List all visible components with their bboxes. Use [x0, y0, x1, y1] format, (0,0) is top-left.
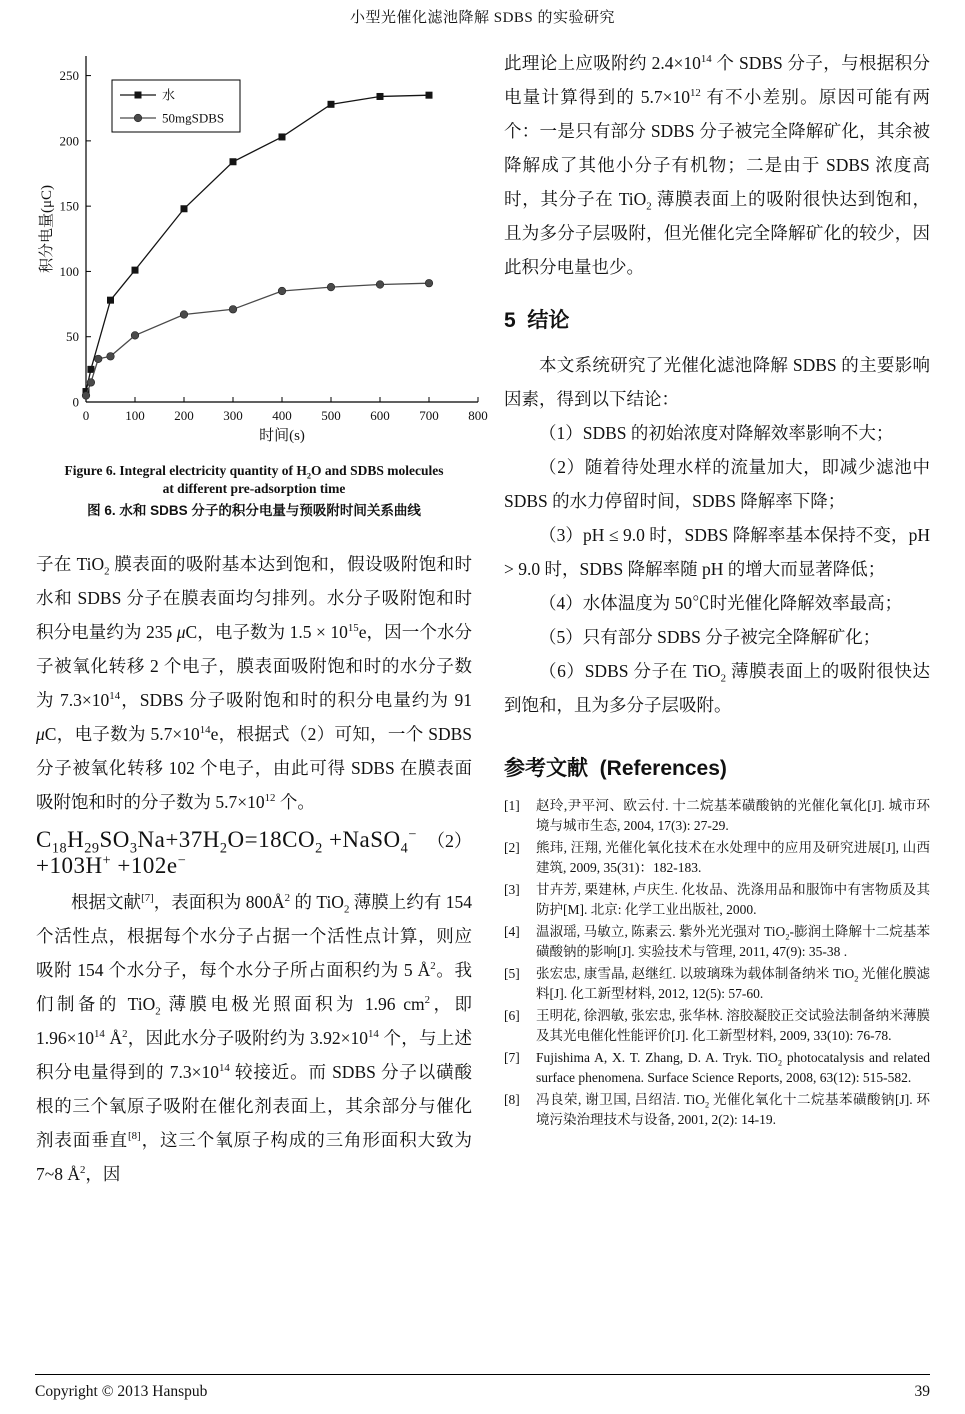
reference-item-3: [504, 880, 930, 919]
reference-number: [3]: [504, 882, 520, 897]
section-5-heading: 5 结论: [504, 309, 570, 332]
paragraph-adsorption-saturation: 子在 TiO$_2$ 膜表面的吸附基本达到饱和，假设吸附饱和时水和 SDBS 分子在膜表面均匀排列。水分子吸附饱和时积分电量约为 235 μC，电子数为 $1.5 \times 10^{15}e$，因一个水分子被氧化转移 2 个电子，膜表面吸附饱和时的水分子数为 $7.3\times 10^{14}$，SDBS 分子吸附饱和时的积分电量约为 91 μC，电子数为 $5.7\times 10^{14}e$，根据式（2）可知，一个 SDBS 分子被氧化转移 102 个电子，由此可得 SDBS 在膜表面吸附饱和时的分子数为 $5.7\times 10^{12}$ 个。: [36, 554, 473, 812]
equation-formula: $C_{18}H_{29}SO_3Na+37H_2O=18CO_2$ +NaSO$_4$− +103H+ +102e−: [36, 826, 417, 878]
svg-text:300: 300: [223, 408, 243, 423]
conclusion-item-5: （5）只有部分 SDBS 分子被完全降解矿化；: [539, 627, 881, 647]
svg-text:800: 800: [468, 408, 488, 423]
reference-item-1: [504, 796, 930, 835]
conclusion-item-6: （6）SDBS 分子在 TiO$_2$ 薄膜表面上的吸附很快达到饱和，且为多分子层吸附。: [504, 661, 931, 715]
reference-text: 温淑瑶, 马敏立, 陈素云. 紫外光光强对 TiO$_2$-膨润土降解十二烷基苯磺酸钠的影响[J]. 实验技术与管理, 2011, 47(9): 35-38 .: [536, 924, 930, 959]
svg-text:500: 500: [321, 408, 341, 423]
reference-item-8: [504, 1090, 930, 1129]
figure6-line-chart: [36, 50, 488, 452]
svg-text:700: 700: [419, 408, 439, 423]
reference-number: [7]: [504, 1050, 520, 1065]
reference-text: 熊玮, 汪翔, 光催化氧化技术在水处理中的应用及研究进展[J], 山西建筑, 2009, 35(31)：182-183.: [536, 840, 930, 875]
svg-text:水: 水: [162, 87, 176, 103]
reference-number: [1]: [504, 798, 520, 813]
svg-text:600: 600: [370, 408, 390, 423]
reference-item-2: [504, 838, 930, 877]
conclusion-item-1: （1）SDBS 的初始浓度对降解效率影响不大；: [539, 423, 894, 443]
reference-number: [2]: [504, 840, 520, 855]
svg-text:50mgSDBS: 50mgSDBS: [162, 110, 225, 126]
svg-text:0: 0: [72, 394, 79, 410]
svg-text:250: 250: [59, 68, 79, 84]
reference-text: 赵玲,尹平河、欧云付. 十二烷基苯磺酸钠的光催化氧化[J]. 城市环境与城市生态, 2004, 17(3): 27-29.: [536, 798, 930, 833]
figure-6: [36, 50, 488, 521]
svg-text:积分电量(μC): 积分电量(μC): [39, 184, 55, 274]
conclusion-item-4: （4）水体温度为 50℃时光催化降解效率最高；: [539, 593, 903, 613]
references-heading: 参考文献 (References): [504, 757, 727, 780]
reference-number: [8]: [504, 1092, 520, 1107]
figure-caption: [36, 462, 472, 521]
svg-text:100: 100: [59, 263, 79, 279]
footer-copyright: Copyright © 2013 Hanspub: [35, 1383, 208, 1400]
reference-item-6: [504, 1006, 930, 1045]
svg-text:400: 400: [272, 408, 292, 423]
figure-caption-en-line1: Figure 6. Integral electricity quantity of $H_2O$ and SDBS molecules: [64, 463, 444, 481]
reference-item-7: [504, 1048, 930, 1087]
reference-number: [5]: [504, 966, 520, 981]
svg-text:0: 0: [82, 408, 90, 423]
footer-page-number: 39: [914, 1383, 930, 1400]
figure-caption-zh: 图 6. 水和 SDBS 分子的积分电量与预吸附时间关系曲线: [87, 503, 421, 518]
right-column: [504, 46, 930, 1132]
reference-text: 甘卉芳, 栗建林, 卢庆生. 化妆品、洗涤用品和服饰中有害物质及其防护[M]. 北京: 化学工业出版社, 2000.: [536, 882, 930, 917]
reference-list: [504, 796, 930, 1129]
paragraph-theory-comparison: 此理论上应吸附约 $2.4\times 10^{14}$ 个 SDBS 分子，与根据积分电量计算得到的 $5.7\times 10^{12}$ 有不小差别。原因可能有两个：一是只有部分 SDBS 分子被完全降解矿化，其余被降解成了其他小分子有机物；二是由于 SDBS 浓度高时，其分子在 TiO$_2$ 薄膜表面上的吸附很快达到饱和，且为多分子层吸附，但光催化完全降解矿化的较少，因此积分电量也少。: [504, 53, 930, 277]
svg-text:200: 200: [174, 408, 194, 423]
running-head: [0, 6, 965, 27]
conclusion-item-2: （2）随着待处理水样的流量加大，即减少滤池中 SDBS 的水力停留时间，SDBS 降解率下降；: [504, 457, 930, 511]
page-footer: [35, 1374, 930, 1414]
equation-number: （2）: [427, 831, 472, 851]
reference-number: [4]: [504, 924, 520, 939]
running-title: 小型光催化滤池降解 SDBS 的实验研究: [349, 10, 616, 26]
reference-text: Fujishima A, X. T. Zhang, D. A. Tryk. TiO$_2$ photocatalysis and related surface phenomena. Surface Science Reports, 2008, 63(12): 515-582.: [536, 1050, 930, 1085]
conclusion-item-3: （3）pH ≤ 9.0 时，SDBS 降解率基本保持不变，pH > 9.0 时，SDBS 降解率随 pH 的增大而显著降低；: [504, 525, 930, 579]
reference-item-4: [504, 922, 930, 961]
conclusion-intro: 本文系统研究了光催化滤池降解 SDBS 的主要影响因素，得到以下结论：: [504, 355, 930, 409]
reference-number: [6]: [504, 1008, 520, 1023]
svg-text:时间(s): 时间(s): [259, 428, 305, 444]
reference-text: 冯良荣, 谢卫国, 吕绍洁. TiO$_2$ 光催化氧化十二烷基苯磺酸钠[J]. 环境污染治理技术与设备, 2001, 2(2): 14-19.: [536, 1092, 930, 1127]
svg-text:50: 50: [66, 329, 79, 345]
reference-text: 张宏忠, 康雪晶, 赵继红. 以玻璃珠为载体制备纳米 TiO$_2$ 光催化膜滤料[J]. 化工新型材料, 2012, 12(5): 57-60.: [536, 966, 930, 1001]
left-column: [36, 46, 488, 1191]
reference-text: 王明花, 徐泗敏, 张宏忠, 张华林. 溶胶凝胶正交试验法制备纳米薄膜及其光电催化性能评价[J]. 化工新型材料, 2009, 33(10): 76-78.: [536, 1008, 930, 1043]
svg-text:200: 200: [59, 133, 79, 149]
equation-2: [36, 827, 472, 879]
svg-text:100: 100: [125, 408, 145, 423]
reference-item-5: [504, 964, 930, 1003]
paragraph-active-sites: 根据文献[7]，表面积为 $800Å^2$ 的 TiO$_2$ 薄膜上约有 154 个活性点，根据每个水分子占据一个活性点计算，则应吸附 154 个水分子，每个水分子所占面积约为 5 $Å^2$。我们制备的 TiO$_2$ 薄膜电极光照面积为 1.96 $cm^2$，即 $1.96\times 10^{14}$ $Å^2$，因此水分子吸附约为 $3.92\times 10^{14}$ 个，与上述积分电量得到的 $7.3\times 10^{14}$ 较接近。而 SDBS 分子以磺酸根的三个氧原子吸附在催化剂表面上，其余部分与催化剂表面垂直[8]，这三个氧原子构成的三角形面积大致为 7~8 $Å^2$，因: [36, 892, 473, 1184]
svg-text:150: 150: [59, 198, 79, 214]
figure-caption-en-line2: at different pre-adsorption time: [162, 481, 346, 496]
